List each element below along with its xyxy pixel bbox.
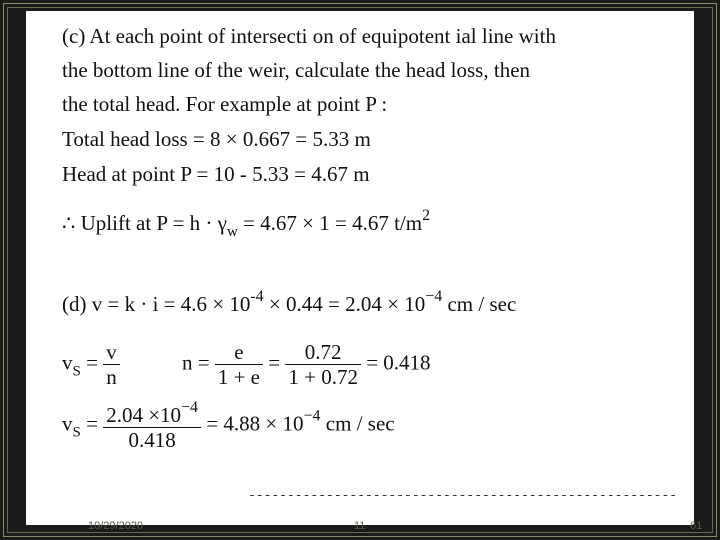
fraction-numerator bbox=[103, 399, 201, 428]
velocity-exponent-1: -4 bbox=[250, 288, 264, 305]
fraction-denominator: 0.418 bbox=[128, 428, 176, 453]
uplift-equation bbox=[62, 208, 430, 240]
numerator-base: 2.04 ×10 bbox=[106, 403, 182, 427]
numeric-porosity-fraction bbox=[285, 340, 361, 389]
uplift-exponent: 2 bbox=[422, 207, 431, 224]
part-c-line-3: the total head. For example at point P : bbox=[62, 92, 388, 116]
seepage-velocity-result bbox=[62, 399, 395, 452]
fraction-denominator: 1 + 0.72 bbox=[288, 365, 358, 390]
n-result: = 0.418 bbox=[360, 350, 431, 375]
seepage-velocity-definition bbox=[62, 340, 120, 389]
part-c-line-2: the bottom line of the weir, calculate the head loss, then bbox=[62, 58, 531, 82]
vs-subscript: S bbox=[72, 363, 81, 380]
vs2-unit: cm / sec bbox=[320, 411, 395, 436]
n-equals: = bbox=[263, 350, 286, 375]
fraction-denominator: 1 + e bbox=[217, 365, 261, 390]
vs2-result-base: = 4.88 × 10 bbox=[201, 411, 304, 436]
velocity-equation bbox=[62, 289, 516, 315]
velocity-prefix: (d) v = k · i = 4.6 × 10 bbox=[62, 292, 251, 316]
fraction-numerator: e bbox=[215, 340, 263, 365]
numerator-exponent: −4 bbox=[181, 399, 199, 416]
vs2-label: v bbox=[62, 411, 73, 436]
uplift-rest: = 4.67 × 1 = 4.67 t/m bbox=[237, 211, 423, 235]
fraction-numerator: 0.72 bbox=[285, 340, 361, 365]
slide-canvas bbox=[26, 11, 694, 525]
seepage-velocity-fraction bbox=[103, 399, 201, 452]
fraction-denominator: n bbox=[106, 365, 117, 390]
slide-number: 61 bbox=[690, 520, 703, 532]
gamma-subscript: w bbox=[226, 224, 238, 240]
v-over-n-fraction bbox=[103, 340, 120, 389]
vs2-equals: = bbox=[80, 411, 104, 436]
fraction-numerator: v bbox=[103, 340, 120, 365]
footer-date: 10/29/2020 bbox=[88, 520, 144, 532]
total-head-loss-line: Total head loss = 8 × 0.667 = 5.33 m bbox=[62, 127, 371, 151]
velocity-unit: cm / sec bbox=[442, 292, 517, 316]
dashed-divider: ------------------------------------------------------- bbox=[248, 488, 678, 503]
vs-equals: = bbox=[80, 350, 104, 375]
porosity-equation bbox=[182, 340, 431, 389]
vs2-result-exponent: −4 bbox=[303, 407, 321, 425]
e-over-1-plus-e-fraction bbox=[215, 340, 263, 389]
velocity-mid: × 0.44 = 2.04 × 10 bbox=[263, 292, 426, 316]
vs2-subscript: S bbox=[72, 424, 81, 441]
n-label: n = bbox=[182, 350, 215, 375]
velocity-exponent-2: −4 bbox=[425, 288, 443, 305]
footer-center-number: 11 bbox=[354, 520, 366, 532]
uplift-prefix: ∴ Uplift at P = h · γ bbox=[62, 211, 227, 235]
head-at-point-line: Head at point P = 10 - 5.33 = 4.67 m bbox=[62, 162, 370, 186]
part-c-line-1: (c) At each point of intersecti on of equipotent ial line with bbox=[62, 24, 556, 48]
vs-label: v bbox=[62, 350, 73, 375]
